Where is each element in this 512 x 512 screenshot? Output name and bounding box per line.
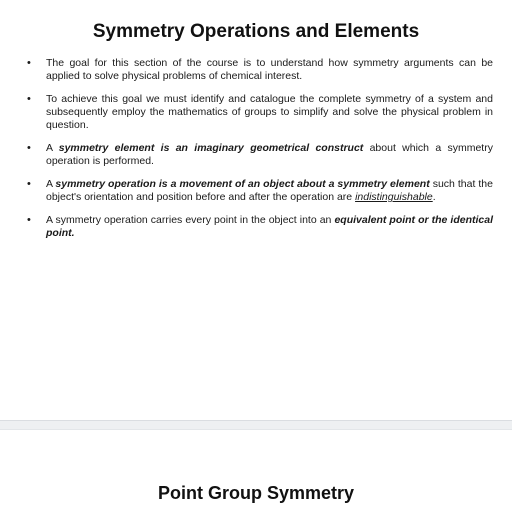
bullet-text-underlined: indistinguishable	[355, 191, 433, 203]
bullet-icon: •	[27, 178, 31, 190]
bullet-list	[0, 57, 512, 250]
bullet-icon: •	[27, 214, 31, 226]
bullet-item-equivalent-point	[0, 214, 512, 240]
bullet-text-pre: A	[46, 178, 56, 190]
bullet-icon: •	[27, 93, 31, 105]
bullet-text-emphasis: symmetry element is an imaginary geometrical construct	[58, 142, 364, 154]
page-separator	[0, 420, 512, 430]
slide-title: Point Group Symmetry	[157, 483, 355, 503]
bullet-icon: •	[27, 57, 31, 69]
bullet-text-mid: such that the object's orientation and position before and after the operation are	[46, 178, 493, 203]
bullet-text-pre: A	[46, 142, 59, 154]
bullet-text-emphasis: equivalent point or the identical point.	[46, 214, 494, 239]
bullet-text: The goal for this section of the course is to understand how symmetry arguments can be applied to solve physical problems of chemical interest.	[46, 57, 493, 82]
bullet-item-goal	[0, 57, 512, 83]
bullet-text-emphasis: symmetry operation is a movement of an object about a symmetry element	[55, 178, 430, 190]
slide-title: Symmetry Operations and Elements	[92, 21, 420, 42]
bullet-text: To achieve this goal we must identify and catalogue the complete symmetry of a system and subsequently employ the mathematics of groups to simplify and solve the physical problem in question.	[46, 93, 493, 131]
bullet-text-post: .	[432, 191, 436, 203]
bullet-item-symmetry-element	[0, 142, 512, 168]
slide-page-2	[0, 430, 512, 512]
bullet-item-achieve	[0, 93, 512, 132]
bullet-icon: •	[27, 142, 31, 154]
bullet-text-pre: A symmetry operation carries every point in the object into an	[46, 214, 335, 226]
bullet-item-symmetry-operation	[0, 178, 512, 204]
bullet-text-post: about which a symmetry operation is performed.	[46, 142, 493, 167]
